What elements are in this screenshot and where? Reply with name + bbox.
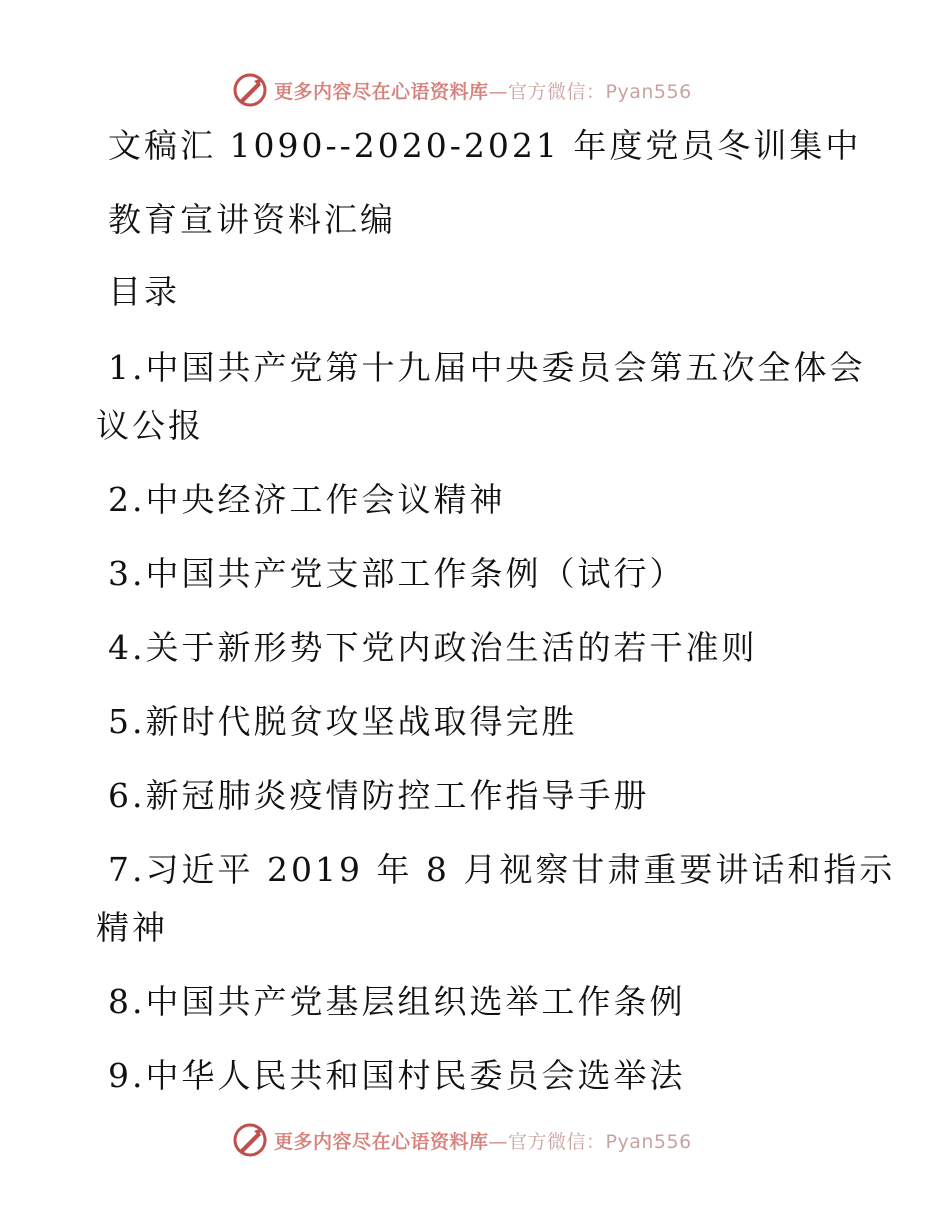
toc-item-8: 8.中国共产党基层组织选举工作条例 xyxy=(108,982,686,1021)
watermark-separator: — xyxy=(488,1130,509,1153)
toc-item-6: 6.新冠肺炎疫情防控工作指导手册 xyxy=(108,776,650,815)
toc-item-3: 3.中国共产党支部工作条例（试行） xyxy=(108,554,686,593)
toc-heading: 目录 xyxy=(108,272,180,311)
watermark-text xyxy=(274,77,692,104)
toc-item-2: 2.中央经济工作会议精神 xyxy=(108,480,506,519)
quill-pen-circle-icon xyxy=(232,72,268,108)
toc-item-7-line-2: 精神 xyxy=(96,908,168,947)
toc-item-5: 5.新时代脱贫攻坚战取得完胜 xyxy=(108,702,578,741)
footer-watermark-banner xyxy=(232,1122,692,1158)
watermark-text xyxy=(274,1127,692,1154)
watermark-separator: — xyxy=(488,80,509,103)
toc-item-1-line-2: 议公报 xyxy=(96,406,204,445)
header-watermark-banner xyxy=(232,72,692,108)
document-title-line-1: 文稿汇 1090--2020-2021 年度党员冬训集中 xyxy=(108,126,862,165)
toc-item-9: 9.中华人民共和国村民委员会选举法 xyxy=(108,1056,686,1095)
watermark-main-text: 更多内容尽在心语资料库 xyxy=(274,1130,489,1153)
watermark-wechat-text: 官方微信：Pyan556 xyxy=(508,1130,692,1153)
watermark-wechat-text: 官方微信：Pyan556 xyxy=(508,80,692,103)
quill-pen-circle-icon xyxy=(232,1122,268,1158)
toc-item-1-line-1: 1.中国共产党第十九届中央委员会第五次全体会 xyxy=(108,348,866,387)
watermark-main-text: 更多内容尽在心语资料库 xyxy=(274,80,489,103)
document-title-line-2: 教育宣讲资料汇编 xyxy=(108,200,396,239)
toc-item-4: 4.关于新形势下党内政治生活的若干准则 xyxy=(108,628,758,667)
toc-item-7-line-1: 7.习近平 2019 年 8 月视察甘肃重要讲话和指示 xyxy=(108,850,896,889)
